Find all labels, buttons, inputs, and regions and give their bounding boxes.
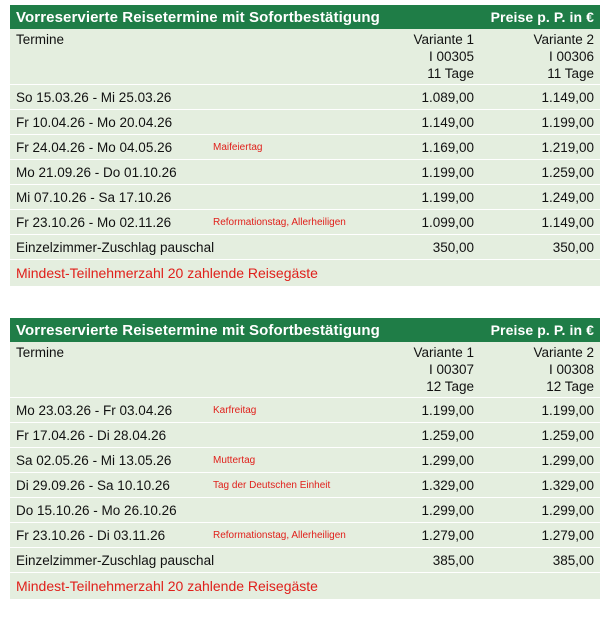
date-range: So 15.03.26 - Mi 25.03.26: [16, 89, 172, 105]
variant-2-name: Variante 2: [533, 345, 594, 360]
supplement-label: Einzelzimmer-Zuschlag pauschal: [16, 552, 215, 568]
holiday-note: Reformationstag, Allerheiligen: [213, 216, 346, 228]
variant-2-header: [474, 344, 594, 395]
table-row: [10, 423, 600, 448]
price-variant-2: 1.149,00: [541, 89, 594, 105]
table-row: [10, 523, 600, 548]
variant-1-name: Variante 1: [413, 32, 474, 47]
date-range: Mo 21.09.26 - Do 01.10.26: [16, 164, 177, 180]
variant-2-header: [474, 31, 594, 82]
table-row: [10, 110, 600, 135]
price-variant-2: 1.279,00: [541, 527, 594, 543]
date-range: Sa 02.05.26 - Mi 13.05.26: [16, 452, 172, 468]
price-variant-1: 1.299,00: [421, 502, 474, 518]
variant-1-header: [379, 31, 474, 82]
variant-1-header: [379, 344, 474, 395]
table-row-single-room-supplement: [10, 235, 600, 260]
price-variant-1: 1.199,00: [421, 189, 474, 205]
table-row: [10, 210, 600, 235]
date-range: Fr 23.10.26 - Mo 02.11.26: [16, 214, 172, 230]
minimum-participants-note: Mindest-Teilnehmerzahl 20 zahlende Reisegäste: [16, 265, 318, 281]
price-variant-1: 1.199,00: [421, 402, 474, 418]
price-variant-1: 1.279,00: [421, 527, 474, 543]
table-row: [10, 160, 600, 185]
holiday-note: Muttertag: [213, 454, 256, 466]
price-variant-2: 1.259,00: [541, 164, 594, 180]
price-variant-1: 1.149,00: [421, 114, 474, 130]
price-variant-1: 1.099,00: [421, 214, 474, 230]
table-header: [10, 29, 600, 85]
price-variant-1: 385,00: [432, 552, 474, 568]
price-variant-2: 1.199,00: [541, 402, 594, 418]
price-variant-2: 350,00: [552, 239, 594, 255]
variant-2-code: I 00306: [548, 49, 594, 64]
price-variant-2: 1.149,00: [541, 214, 594, 230]
table-title: Vorreservierte Reisetermine mit Sofortbestätigung: [16, 8, 380, 26]
table-row: [10, 185, 600, 210]
price-label: Preise p. P. in €: [490, 322, 594, 338]
variant-1-code: I 00305: [428, 49, 474, 64]
price-variant-2: 1.249,00: [541, 189, 594, 205]
date-range: Mo 23.03.26 - Fr 03.04.26: [16, 402, 173, 418]
price-variant-1: 1.299,00: [421, 452, 474, 468]
table-row: [10, 135, 600, 160]
price-variant-2: 1.259,00: [541, 427, 594, 443]
variant-1-code: I 00307: [428, 362, 474, 377]
price-table-1: [10, 5, 600, 286]
table-row: [10, 498, 600, 523]
price-table-2: [10, 318, 600, 599]
price-variant-1: 1.329,00: [421, 477, 474, 493]
date-range: Do 15.10.26 - Mo 26.10.26: [16, 502, 177, 518]
variant-1-duration: 11 Tage: [427, 66, 474, 81]
table-row-single-room-supplement: [10, 548, 600, 573]
price-variant-1: 1.169,00: [421, 139, 474, 155]
table-title: Vorreservierte Reisetermine mit Sofortbestätigung: [16, 321, 380, 339]
date-range: Fr 23.10.26 - Di 03.11.26: [16, 527, 166, 543]
variant-2-duration: 12 Tage: [546, 379, 594, 394]
price-variant-2: 385,00: [552, 552, 594, 568]
price-variant-2: 1.299,00: [541, 452, 594, 468]
table-row: [10, 85, 600, 110]
date-range: Fr 17.04.26 - Di 28.04.26: [16, 427, 167, 443]
price-variant-2: 1.329,00: [541, 477, 594, 493]
supplement-label: Einzelzimmer-Zuschlag pauschal: [16, 239, 215, 255]
termine-label: Termine: [16, 345, 65, 360]
date-range: Di 29.09.26 - Sa 10.10.26: [16, 477, 170, 493]
price-variant-1: 1.259,00: [421, 427, 474, 443]
table-row: [10, 398, 600, 423]
termine-label: Termine: [16, 32, 65, 47]
table-title-bar: [10, 5, 600, 29]
price-variant-2: 1.299,00: [541, 502, 594, 518]
price-variant-1: 1.089,00: [421, 89, 474, 105]
variant-1-name: Variante 1: [413, 345, 474, 360]
date-range: Mi 07.10.26 - Sa 17.10.26: [16, 189, 172, 205]
date-range: Fr 10.04.26 - Mo 20.04.26: [16, 114, 173, 130]
table-title-bar: [10, 318, 600, 342]
variant-1-duration: 12 Tage: [426, 379, 474, 394]
holiday-note: Reformationstag, Allerheiligen: [213, 529, 346, 541]
price-variant-1: 350,00: [432, 239, 474, 255]
price-variant-1: 1.199,00: [421, 164, 474, 180]
variant-2-duration: 11 Tage: [547, 66, 594, 81]
table-header: [10, 342, 600, 398]
holiday-note: Karfreitag: [213, 404, 257, 416]
holiday-note: Tag der Deutschen Einheit: [213, 479, 331, 491]
variant-2-name: Variante 2: [533, 32, 594, 47]
minimum-participants-note: Mindest-Teilnehmerzahl 20 zahlende Reisegäste: [16, 578, 318, 594]
variant-2-code: I 00308: [548, 362, 594, 377]
price-variant-2: 1.219,00: [541, 139, 594, 155]
price-label: Preise p. P. in €: [490, 9, 594, 25]
table-row: [10, 448, 600, 473]
holiday-note: Maifeiertag: [213, 141, 263, 153]
price-variant-2: 1.199,00: [541, 114, 594, 130]
table-row: [10, 473, 600, 498]
date-range: Fr 24.04.26 - Mo 04.05.26: [16, 139, 173, 155]
